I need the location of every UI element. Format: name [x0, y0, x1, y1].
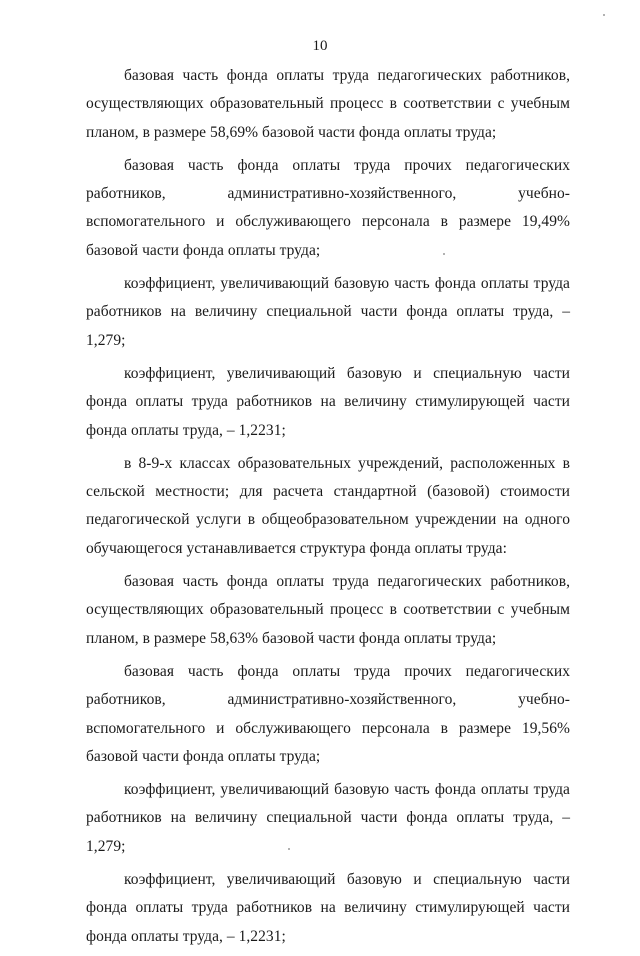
paragraph-6: базовая часть фонда оплаты труда педагогических работников, осуществляющих образовательный процесс в соответствии с учебным планом, в размере 58,63% базовой части фонда оплаты труда; [86, 573, 570, 647]
paragraph-4: коэффициент, увеличивающий базовую и специальную части фонда оплаты труда работников на величину стимулирующей части фонда оплаты труда, – 1,2231; [86, 364, 570, 439]
page-number: 10 [312, 38, 328, 54]
paragraph-3: коэффициент, увеличивающий базовую часть фонда оплаты труда работников на величину специальной части фонда оплаты труда, – 1,279; [86, 275, 570, 349]
paragraph-7: базовая часть фонда оплаты труда прочих педагогических работников, административно-хозяйственного, учебно-вспомогательного и обслуживающего персонала в размере 19,56% базовой части фонда оплаты труда; [86, 662, 570, 765]
document-body [86, 62, 570, 956]
paragraph-8: коэффициент, увеличивающий базовую часть фонда оплаты труда работников на величину специальной части фонда оплаты труда, – 1,279; [86, 781, 570, 855]
scan-speck [443, 253, 445, 255]
scan-speck [603, 14, 605, 16]
scan-speck [288, 848, 290, 850]
paragraph-9: коэффициент, увеличивающий базовую и специальную части фонда оплаты труда работников на величину стимулирующей части фонда оплаты труда, – 1,2231; [86, 871, 570, 945]
paragraph-2: базовая часть фонда оплаты труда прочих педагогических работников, административно-хозяйственного, учебно-вспомогательного и обслуживающего персонала в размере 19,49% базовой части фонда оплаты труда; [86, 156, 570, 259]
paragraph-5: в 8-9-х классах образовательных учреждений, расположенных в сельской местности; для расчета стандартной (базовой) стоимости педагогической услуги в общеобразовательном учреждении на одного обучающегося устанавливается структура фонда оплаты труда: [86, 454, 570, 557]
paragraph-1: базовая часть фонда оплаты труда педагогических работников, осуществляющих образовательный процесс в соответствии с учебным планом, в размере 58,69% базовой части фонда оплаты труда; [86, 67, 570, 141]
